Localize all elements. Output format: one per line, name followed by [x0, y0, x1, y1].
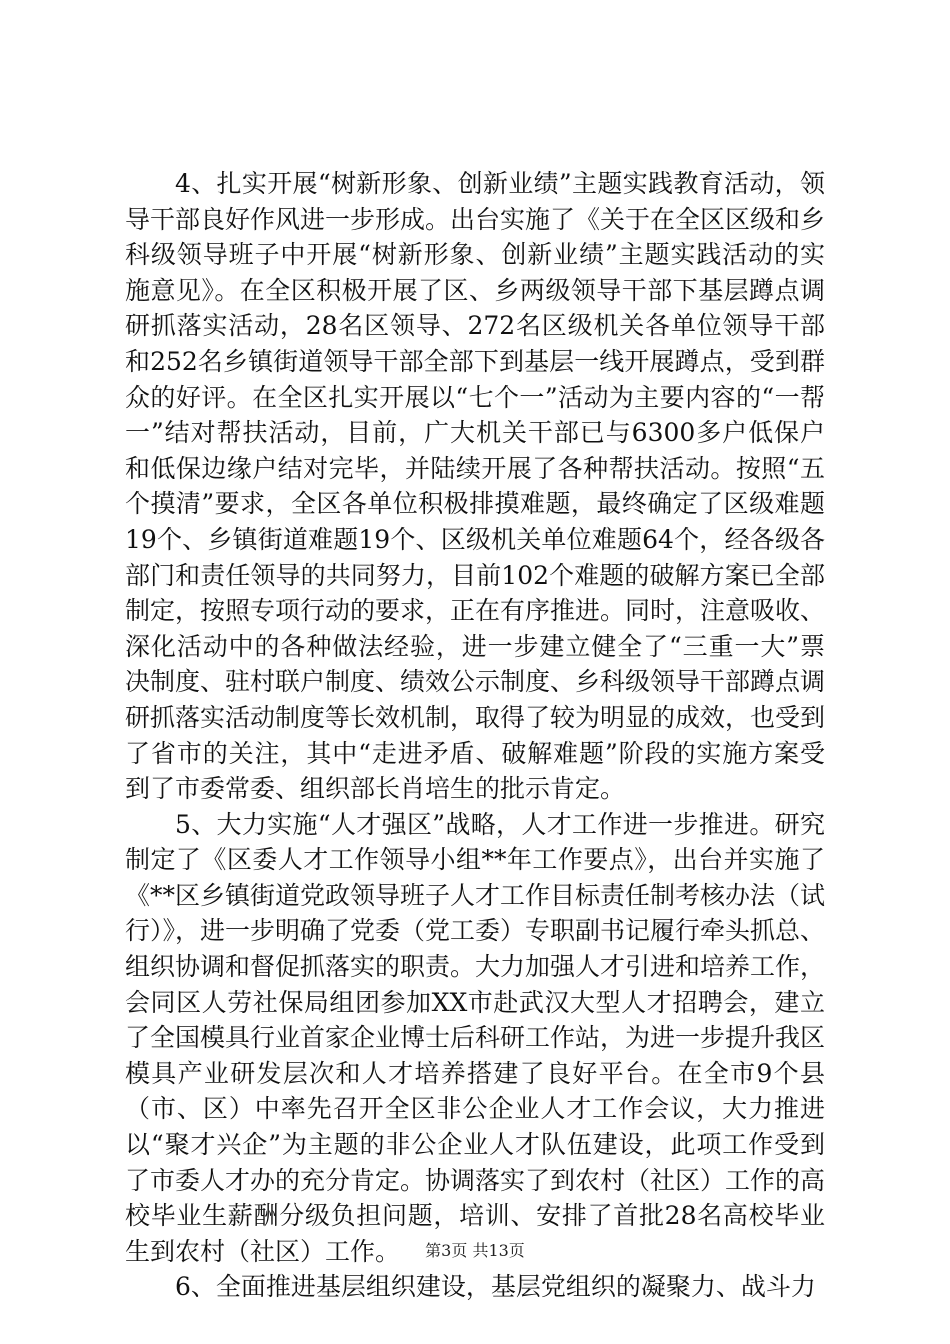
paragraph-5: 5、大力实施“人才强区”战略，人才工作进一步推进。研究制定了《区委人才工作领导小组**年工作要点》，出台并实施了《**区乡镇街道党政领导班子人才工作目标责任制考核办法（试行）》，进一步明确了党委（党工委）专职副书记履行牵头抓总、组织协调和督促抓落实的职责。大力加强人才引进和培养工作，会同区人劳社保局组团参加XX市赴武汉大型人才招聘会，建立了全国模具行业首家企业博士后科研工作站，为进一步提升我区模具产业研发层次和人才培养搭建了良好平台。在全市9个县（市、区）中率先召开全区非公企业人才工作会议，大力推进以“聚才兴企”为主题的非公企业人才队伍建设，此项工作受到了市委人才办的充分肯定。协调落实了到农村（社区）工作的高校毕业生薪酬分级负担问题，培训、安排了首批28名高校毕业生到农村（社区）工作。: [125, 809, 826, 1266]
paragraph-6: 6、全面推进基层组织建设，基层党组织的凝聚力、战斗力: [175, 1272, 816, 1302]
document-body: [125, 166, 825, 1305]
page-footer: 第3页 共13页: [425, 1241, 525, 1260]
paragraph-4: 4、扎实开展“树新形象、创新业绩”主题实践教育活动，领导干部良好作风进一步形成。出台实施了《关于在全区区级和乡科级领导班子中开展“树新形象、创新业绩”主题实践活动的实施意见》。在全区积极开展了区、乡两级领导干部下基层蹲点调研抓落实活动，28名区领导、272名区级机关各单位领导干部和252名乡镇街道领导干部全部下到基层一线开展蹲点，受到群众的好评。在全区扎实开展以“七个一”活动为主要内容的“一帮一”结对帮扶活动，目前，广大机关干部已与6300多户低保户和低保边缘户结对完毕，并陆续开展了各种帮扶活动。按照“五个摸清”要求，全区各单位积极排摸难题，最终确定了区级难题19个、乡镇街道难题19个、区级机关单位难题64个，经各级各部门和责任领导的共同努力，目前102个难题的破解方案已全部制定，按照专项行动的要求，正在有序推进。同时，注意吸收、深化活动中的各种做法经验，进一步建立健全了“三重一大”票决制度、驻村联户制度、绩效公示制度、乡科级领导干部蹲点调研抓落实活动制度等长效机制，取得了较为明显的成效，也受到了省市的关注，其中“走进矛盾、破解难题”阶段的实施方案受到了市委常委、组织部长肖培生的批示肯定。: [125, 169, 826, 804]
